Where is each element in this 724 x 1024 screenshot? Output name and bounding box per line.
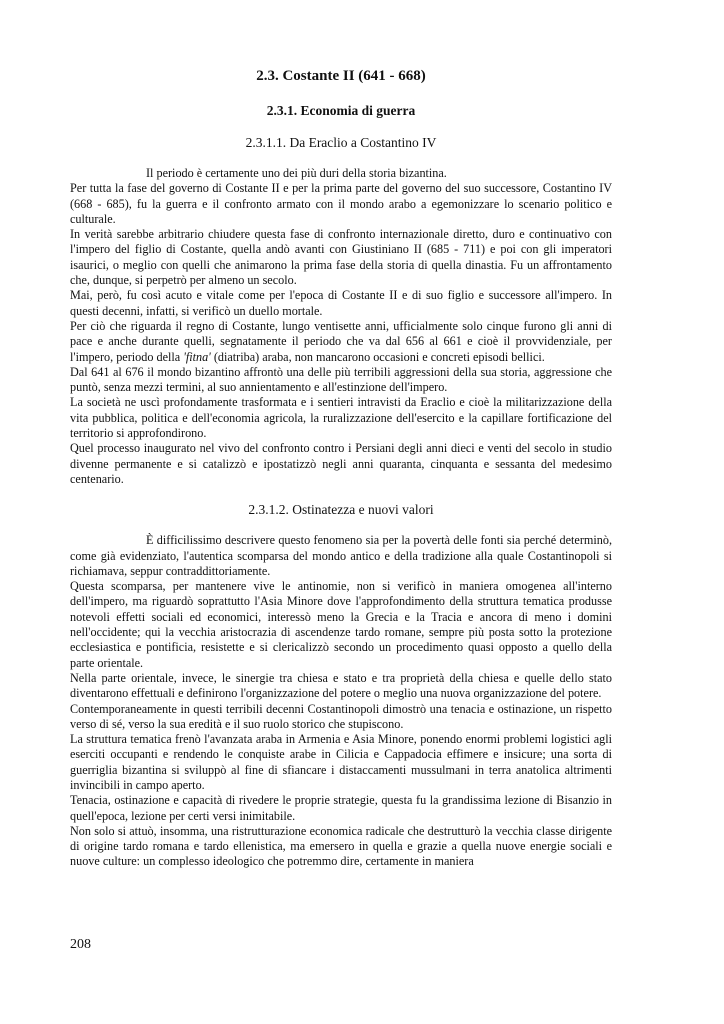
paragraph: È difficilissimo descrivere questo fenomeno sia per la povertà delle fonti sia perché determinò, come già evidenziato, l'autentica scomparsa del mondo antico e della tradizione alla quale Costantinopoli si richiamava, seppur contraddittoriamente. xyxy=(70,533,612,578)
paragraph: Mai, però, fu così acuto e vitale come per l'epoca di Costante II e di suo figlio e successore all'impero. In questi decenni, infatti, si verificò un duello mortale. xyxy=(70,288,612,318)
paragraph: Nella parte orientale, invece, le sinergie tra chiesa e stato e tra proprietà della chiesa e quelle dello stato diventarono effettuali e definirono l'organizzazione del potere o meglio una nuova organizzazione del potere. xyxy=(70,670,612,701)
paragraph-text: Per ciò che riguarda il regno di Costante, lungo ventisette anni, ufficialmente solo cinque furono gli anni di pace e anche durante quelli, segnatamente il periodo che va dal 656 al 661 e cioè il provvidenziale, per l'impero, periodo della xyxy=(70,318,612,364)
paragraph: Non solo si attuò, insomma, una ristrutturazione economica radicale che destrutturò la vecchia classe dirigente di origine tardo romana e tardo ellenistica, ma emersero in quella e grazie a quella nuove energie sociali e nuove culture: un complesso ideologico che potremmo dire, certamente in maniera xyxy=(70,823,612,869)
paragraph: Dal 641 al 676 il mondo bizantino affrontò una delle più terribili aggressioni della sua storia, aggressione che puntò, senza mezzi termini, al suo annientamento e all'estinzione dell'impero. xyxy=(70,364,612,395)
paragraph: Per tutta la fase del governo di Costante II e per la prima parte del governo del suo successore, Costantino IV (668 - 685), fu la guerra e il confronto armato con il mondo arabo a egemonizzare lo scenario politico e culturale. xyxy=(70,181,612,226)
paragraph: Tenacia, ostinazione e capacità di rivedere le proprie strategie, questa fu la grandissima lezione di Bisanzio in quell'epoca, lezione per certi versi inimitabile. xyxy=(70,793,612,823)
paragraph: La società ne uscì profondamente trasformata e i sentieri intravisti da Eraclio e cioè la militarizzazione della vita pubblica, politica e dell'economia agricola, la ruralizzazione dell'esercito e la capillare fortificazione del territorio si approfondirono. xyxy=(70,395,612,441)
paragraph: Questa scomparsa, per mantenere vive le antinomie, non si verificò in maniera omogenea all'interno dell'impero, ma riguardò soprattutto l'Asia Minore dove l'approfondimento della struttura tematica produsse notevoli effetti sociali ed economici, interessò meno la Grecia e la Tracia e ancora di meno i domini nell'occidente; qui la vecchia aristocrazia di ascendenze tardo romane, sempre più posta sotto la protezione ecclesiastica e pontificia, resistette e si clericalizzò secondo un procedimento quasi opposto a quello della parte orientale. xyxy=(70,579,612,670)
paragraph-text: (diatriba) araba, non mancarono occasioni e concreti episodi bellici. xyxy=(210,349,545,364)
subsection-heading-1: 2.3.1.1. Da Eraclio a Costantino IV xyxy=(245,135,437,150)
chapter-heading: 2.3. Costante II (641 - 668) xyxy=(256,68,426,84)
paragraph: Il periodo è certamente uno dei più duri della storia bizantina. xyxy=(146,166,447,180)
paragraph-fitna xyxy=(70,319,612,365)
page-number: 208 xyxy=(70,937,91,952)
section-heading: 2.3.1. Economia di guerra xyxy=(266,103,416,118)
paragraph: La struttura tematica frenò l'avanzata araba in Armenia e Asia Minore, ponendo enormi problemi logistici agli eserciti occupanti e rendendo le conquiste arabe in Cilicia e Cappadocia effimere e insicure; una sorta di guerriglia bizantina si sviluppò al fine di sfiancare i distaccamenti mussulmani in terra anatolica altrimenti invincibili in campo aperto. xyxy=(70,732,612,792)
subsection-heading-2: 2.3.1.2. Ostinatezza e nuovi valori xyxy=(248,502,434,518)
paragraph: Contemporaneamente in questi terribili decenni Costantinopoli dimostrò una tenacia e ostinazione, un rispetto verso di sé, verso la sua eredità e il suo ruolo storico che stupiscono. xyxy=(70,701,612,731)
paragraph: Quel processo inaugurato nel vivo del confronto contro i Persiani degli anni dieci e venti del secolo in studio divenne permanente e si catalizzò e ipostatizzò negli anni quaranta, cinquanta e sessanta del medesimo centenario. xyxy=(70,441,612,486)
paragraph: In verità sarebbe arbitrario chiudere questa fase di confronto internazionale diretto, duro e continuativo con l'impero del figlio di Costante, quella andò avanti con Giustiniano II (685 - 711) e poi con gli imperatori isaurici, o meglio con quelli che animarono la prima fase della storia di quella dinastia. Fu un affrontamento che, dunque, si perpetrò per almeno un secolo. xyxy=(70,227,612,288)
page-body xyxy=(70,66,612,870)
italic-term: 'fitna' xyxy=(183,349,211,364)
